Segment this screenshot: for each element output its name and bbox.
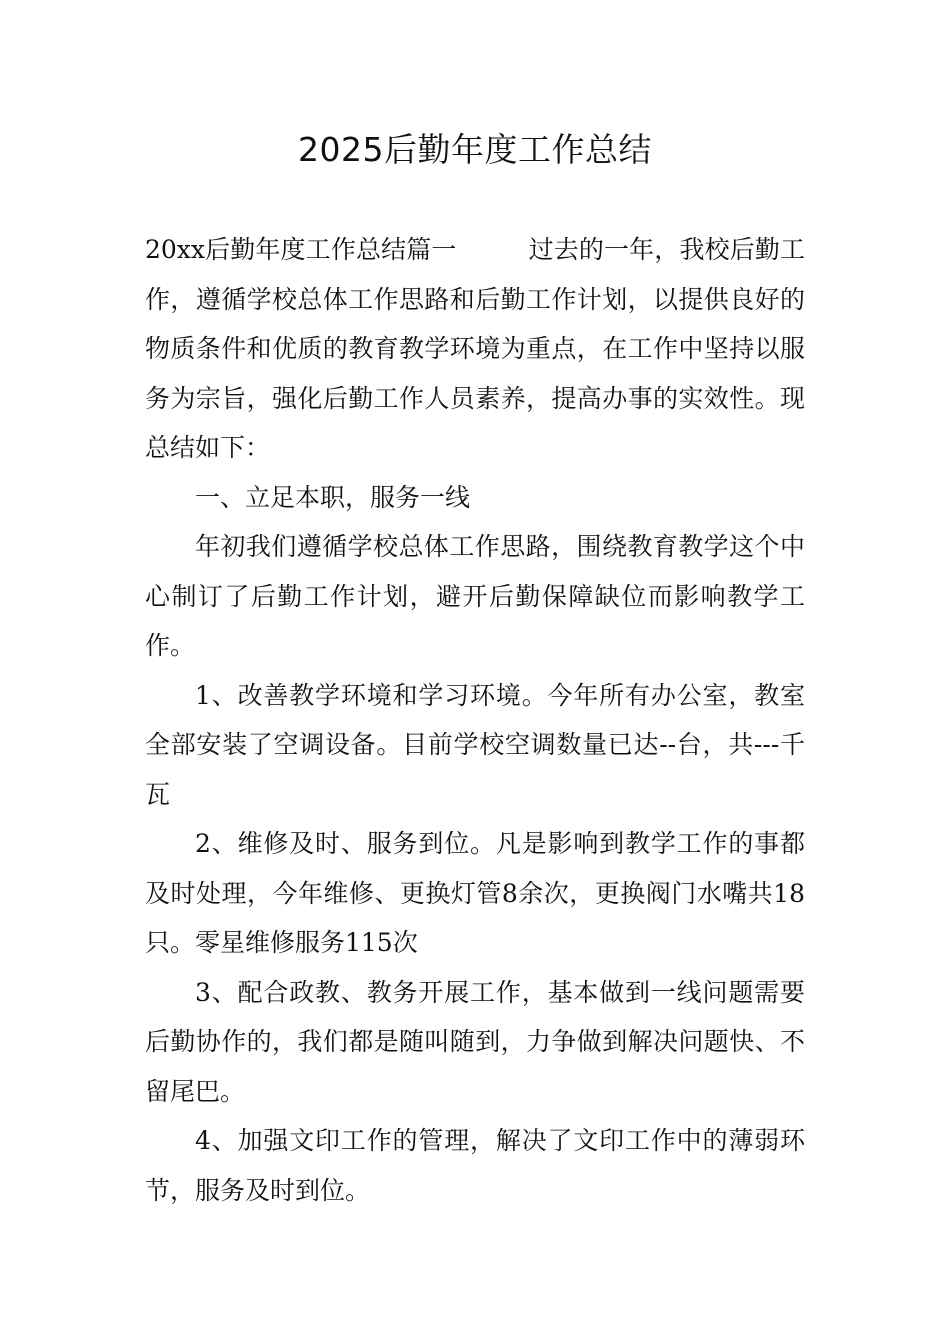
- section-heading-1: 一、立足本职，服务一线: [195, 482, 471, 512]
- intro-text: 过去的一年，我校后勤工作，遵循学校总体工作思路和后勤工作计划，以提供良好的物质条件和优质的教育教学环境为重点，在工作中坚持以服务为宗旨，强化后勤工作人员素养，提高办事的实效性。现总结如下：: [145, 235, 805, 462]
- document-body: [145, 225, 805, 1215]
- intro-heading: 20xx后勤年度工作总结篇一: [145, 235, 457, 264]
- document-title: 2025后勤年度工作总结: [298, 130, 652, 169]
- list-item-3: 3、配合政教、教务开展工作，基本做到一线问题需要后勤协作的，我们都是随叫随到，力争做到解决问题快、不留尾巴。: [145, 977, 805, 1106]
- list-item-2: 2、维修及时、服务到位。凡是影响到教学工作的事都及时处理，今年维修、更换灯管8余次，更换阀门水嘴共18只。零星维修服务115次: [145, 829, 805, 957]
- list-item-4: 4、加强文印工作的管理，解决了文印工作中的薄弱环节，服务及时到位。: [145, 1126, 805, 1205]
- body-paragraph-1: 年初我们遵循学校总体工作思路，围绕教育教学这个中心制订了后勤工作计划，避开后勤保障缺位而影响教学工作。: [145, 532, 805, 660]
- list-item-1: 1、改善教学环境和学习环境。今年所有办公室，教室全部安装了空调设备。目前学校空调数量已达--台，共---千瓦: [145, 680, 805, 809]
- intro-paragraph: [145, 225, 805, 473]
